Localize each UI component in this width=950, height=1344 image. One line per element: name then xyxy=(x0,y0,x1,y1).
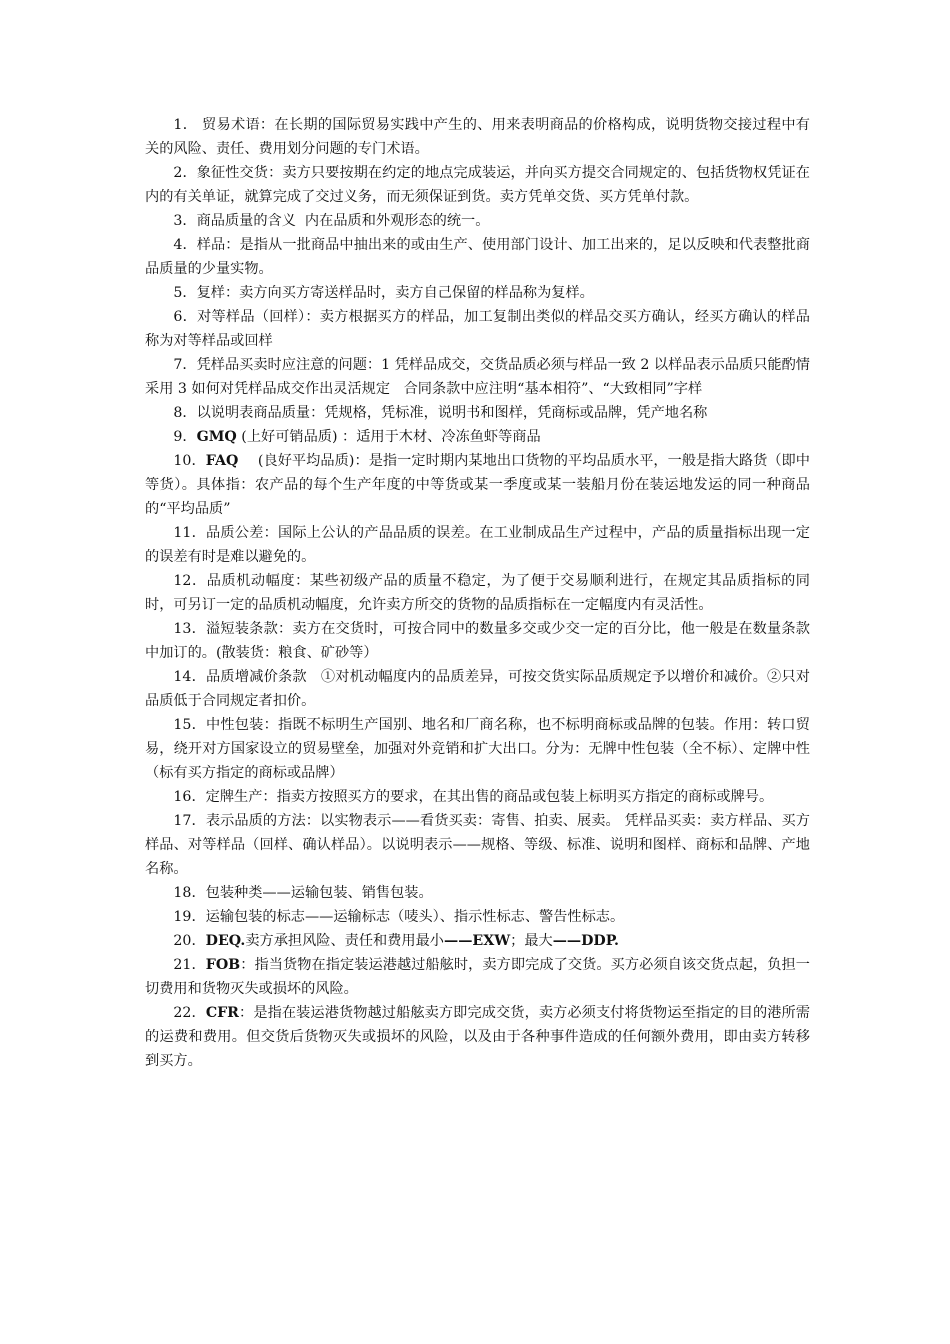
paragraph-8: 8．以说明表商品质量：凭规格，凭标准，说明书和图样，凭商标或品牌，凭产地名称 xyxy=(173,405,708,421)
paragraph-13: 13．溢短装条款：卖方在交货时，可按合同中的数量多交或少交一定的百分比，他一般是在数量条款中加订的。(散装货：粮食、矿砂等） xyxy=(145,621,810,661)
paragraph-22: 22．CFR：是指在装运港货物越过船舷卖方即完成交货，卖方必须支付将货物运至指定的目的港所需的运费和费用。但交货后货物灭失或损坏的风险，以及由于各种事件造成的任何额外费用，即由卖方转移到买方。 xyxy=(145,1005,810,1069)
document-body xyxy=(145,113,810,1073)
paragraph-1: 1． 贸易术语：在长期的国际贸易实践中产生的、用来表明商品的价格构成，说明货物交接过程中有关的风险、责任、费用划分问题的专门术语。 xyxy=(145,117,810,157)
paragraph-17: 17．表示品质的方法：以实物表示——看货买卖：寄售、拍卖、展卖。 凭样品买卖：卖方样品、买方样品、对等样品（回样、确认样品）。以说明表示——规格、等级、标准、说明和图样、商标和品牌、产地名称。 xyxy=(145,813,810,877)
paragraph-14: 14．品质增减价条款 ①对机动幅度内的品质差异，可按交货实际品质规定予以增价和减价。②只对品质低于合同规定者扣价。 xyxy=(145,669,810,709)
paragraph-10: 10．FAQ (良好平均品质)：是指一定时期内某地出口货物的平均品质水平，一般是指大路货（即中等货）。具体指：农产品的每个生产年度的中等货或某一季度或某一装船月份在装运地发运的同一种商品的“平均品质” xyxy=(145,453,810,517)
paragraph-12: 12．品质机动幅度：某些初级产品的质量不稳定，为了便于交易顺利进行，在规定其品质指标的同时，可另订一定的品质机动幅度，允许卖方所交的货物的品质指标在一定幅度内有灵活性。 xyxy=(145,573,810,613)
paragraph-6: 6．对等样品（回样）：卖方根据买方的样品，加工复制出类似的样品交买方确认，经买方确认的样品称为对等样品或回样 xyxy=(145,309,810,349)
paragraph-11: 11．品质公差：国际上公认的产品品质的误差。在工业制成品生产过程中，产品的质量指标出现一定的误差有时是难以避免的。 xyxy=(145,525,810,565)
paragraph-19: 19．运输包装的标志——运输标志（唛头）、指示性标志、警告性标志。 xyxy=(173,909,625,925)
paragraph-15: 15．中性包装：指既不标明生产国别、地名和厂商名称，也不标明商标或品牌的包装。作用：转口贸易，绕开对方国家设立的贸易壁垒，加强对外竞销和扩大出口。分为：无牌中性包装（全不标）、定牌中性（标有买方指定的商标或品牌） xyxy=(145,717,810,781)
paragraph-5: 5．复样：卖方向买方寄送样品时，卖方自己保留的样品称为复样。 xyxy=(173,285,594,301)
paragraph-18: 18．包装种类——运输包装、销售包装。 xyxy=(173,885,433,901)
paragraph-3: 3．商品质量的含义 内在品质和外观形态的统一。 xyxy=(173,213,490,229)
paragraph-4: 4．样品：是指从一批商品中抽出来的或由生产、使用部门设计、加工出来的，足以反映和代表整批商品质量的少量实物。 xyxy=(145,237,810,277)
paragraph-9: 9．GMQ (上好可销品质) ：适用于木材、冷冻鱼虾等商品 xyxy=(173,429,541,445)
paragraph-16: 16．定牌生产：指卖方按照买方的要求，在其出售的商品或包装上标明买方指定的商标或牌号。 xyxy=(173,789,774,805)
paragraph-7: 7．凭样品买卖时应注意的问题：1 凭样品成交，交货品质必须与样品一致 2 以样品表示品质只能酌情采用 3 如何对凭样品成交作出灵活规定 合同条款中应注明“基本相符”、“大致相同”字样 xyxy=(145,357,810,397)
paragraph-2: 2．象征性交货：卖方只要按期在约定的地点完成装运，并向买方提交合同规定的、包括货物权凭证在内的有关单证，就算完成了交过义务，而无须保证到货。卖方凭单交货、买方凭单付款。 xyxy=(145,165,810,205)
paragraph-20: 20．DEQ.卖方承担风险、责任和费用最小——EXW；最大——DDP. xyxy=(173,933,619,949)
paragraph-21: 21．FOB：指当货物在指定装运港越过船舷时，卖方即完成了交货。买方必须自该交货点起，负担一切费用和货物灭失或损坏的风险。 xyxy=(145,957,810,997)
